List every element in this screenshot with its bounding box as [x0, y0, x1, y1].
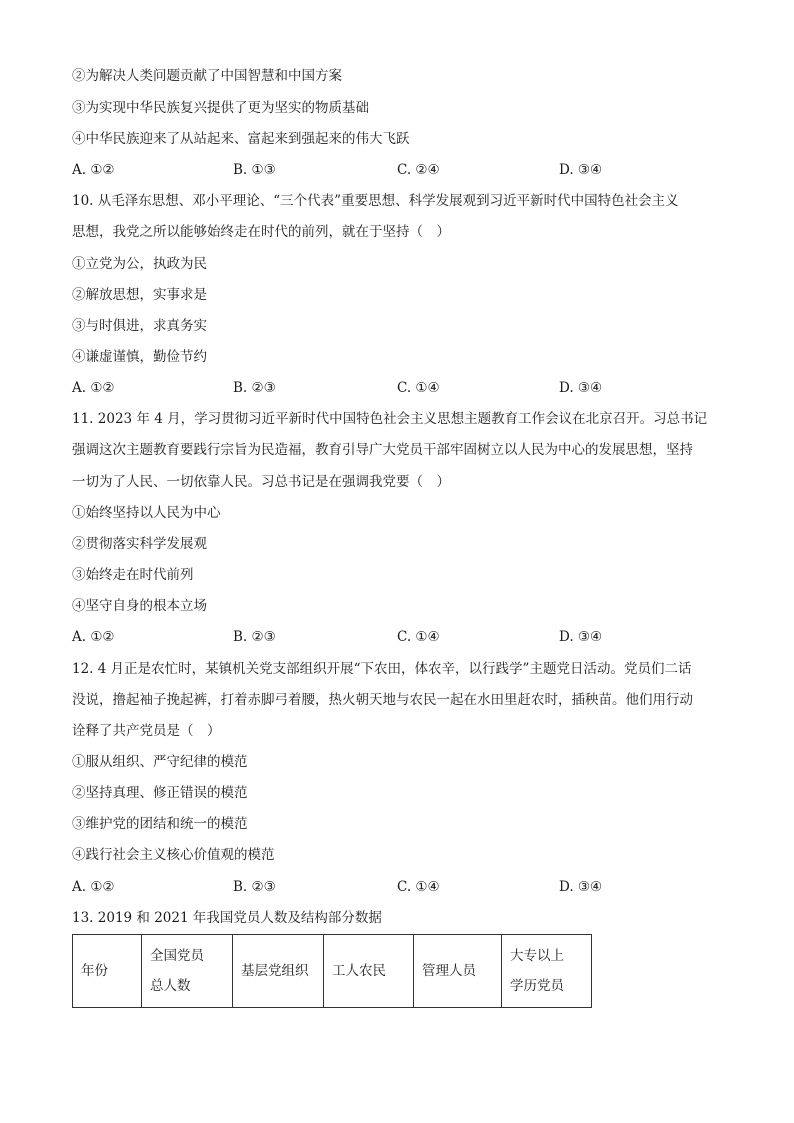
q11-statement-2: ②贯彻落实科学发展观 [72, 536, 207, 552]
header-total-members-line-1: 全国党员 [150, 948, 204, 964]
q12-option-a: A. ①② [72, 879, 115, 895]
q10-option-a: A. ①② [72, 380, 115, 396]
q11-option-a: A. ①② [72, 629, 115, 645]
q11-statement-1: ①始终坚持以人民为中心 [72, 505, 221, 521]
q10-options [72, 379, 632, 397]
q10-option-d: D. ③④ [559, 380, 603, 396]
q11-options [72, 628, 632, 646]
q11-stem-line-2: 强调这次主题教育要践行宗旨为民造福，教育引导广大党员干部牢固树立以人民为中心的发展思想，坚持 [72, 442, 693, 458]
q10-statement-1: ①立党为公，执政为民 [72, 256, 207, 272]
q12-option-d: D. ③④ [559, 879, 603, 895]
q12-stem-line-2: 没说，撸起袖子挽起裤，打着赤脚弓着腰，热火朝天地与农民一起在水田里赶农时，插秧苗。他们用行动 [72, 692, 693, 708]
header-managers-text: 管理人员 [422, 963, 476, 979]
q12-statement-3: ③维护党的团结和统一的模范 [72, 816, 248, 832]
q12-stem-line-3: 诠释了共产党员是（ ） [72, 723, 221, 739]
q11-option-d: D. ③④ [559, 629, 603, 645]
q10-stem-line-2: 思想，我党之所以能够始终走在时代的前列，就在于坚持（ ） [72, 224, 450, 240]
q13-stem: 13. 2019 和 2021 年我国党员人数及结构部分数据 [72, 910, 382, 926]
q12-statement-4: ④践行社会主义核心价值观的模范 [72, 847, 275, 863]
q12-stem-line-1: 12. 4 月正是农忙时，某镇机关党支部组织开展“下农田，体农辛，以行践学”主题党日活动。党员们二话 [72, 661, 692, 677]
header-total-members-line-2: 总人数 [150, 978, 191, 994]
q9-statement-2: ②为解决人类问题贡献了中国智慧和中国方案 [72, 68, 342, 84]
header-managers [414, 935, 502, 1008]
q11-statement-3: ③始终走在时代前列 [72, 567, 194, 583]
q11-option-c: C. ①④ [397, 629, 440, 645]
q11-option-b: B. ②③ [233, 629, 276, 645]
q12-option-b: B. ②③ [233, 879, 276, 895]
q9-option-c: C. ②④ [397, 162, 440, 178]
q11-statement-4: ④坚守自身的根本立场 [72, 598, 207, 614]
table-header-row [73, 935, 592, 1008]
q10-stem-line-1: 10. 从毛泽东思想、邓小平理论、“三个代表”重要思想、科学发展观到习近平新时代中国特色社会主义 [72, 193, 679, 209]
q10-statement-3: ③与时俱进，求真务实 [72, 318, 207, 334]
q9-statement-3: ③为实现中华民族复兴提供了更为坚实的物质基础 [72, 100, 369, 116]
q9-statement-4: ④中华民族迎来了从站起来、富起来到强起来的伟大飞跃 [72, 131, 410, 147]
q10-statement-4: ④谦虚谨慎，勤俭节约 [72, 349, 207, 365]
q10-statement-2: ②解放思想，实事求是 [72, 287, 207, 303]
q10-option-c: C. ①④ [397, 380, 440, 396]
header-college-educated-line-1: 大专以上 [510, 948, 564, 964]
q10-option-b: B. ②③ [233, 380, 276, 396]
header-workers-farmers [324, 935, 414, 1008]
q12-statement-2: ②坚持真理、修正错误的模范 [72, 785, 248, 801]
header-workers-farmers-text: 工人农民 [332, 963, 386, 979]
header-college-educated [502, 935, 592, 1008]
header-college-educated-line-2: 学历党员 [510, 978, 564, 994]
header-total-members [142, 935, 233, 1008]
q12-options [72, 878, 632, 896]
q9-option-d: D. ③④ [559, 162, 603, 178]
header-grassroots-orgs-text: 基层党组织 [241, 963, 309, 979]
q9-option-b: B. ①③ [233, 162, 276, 178]
q11-stem-line-1: 11. 2023 年 4 月，学习贯彻习近平新时代中国特色社会主义思想主题教育工作会议在北京召开。习总书记 [72, 411, 708, 427]
header-grassroots-orgs [233, 935, 324, 1008]
q11-stem-line-3: 一切为了人民、一切依靠人民。习总书记是在强调我党要（ ） [72, 474, 450, 490]
q9-option-a: A. ①② [72, 162, 115, 178]
party-member-data-table [72, 934, 592, 1008]
q12-option-c: C. ①④ [397, 879, 440, 895]
q12-statement-1: ①服从组织、严守纪律的模范 [72, 754, 248, 770]
header-year-text: 年份 [81, 963, 108, 979]
header-year [73, 935, 142, 1008]
q9-options [72, 161, 632, 179]
